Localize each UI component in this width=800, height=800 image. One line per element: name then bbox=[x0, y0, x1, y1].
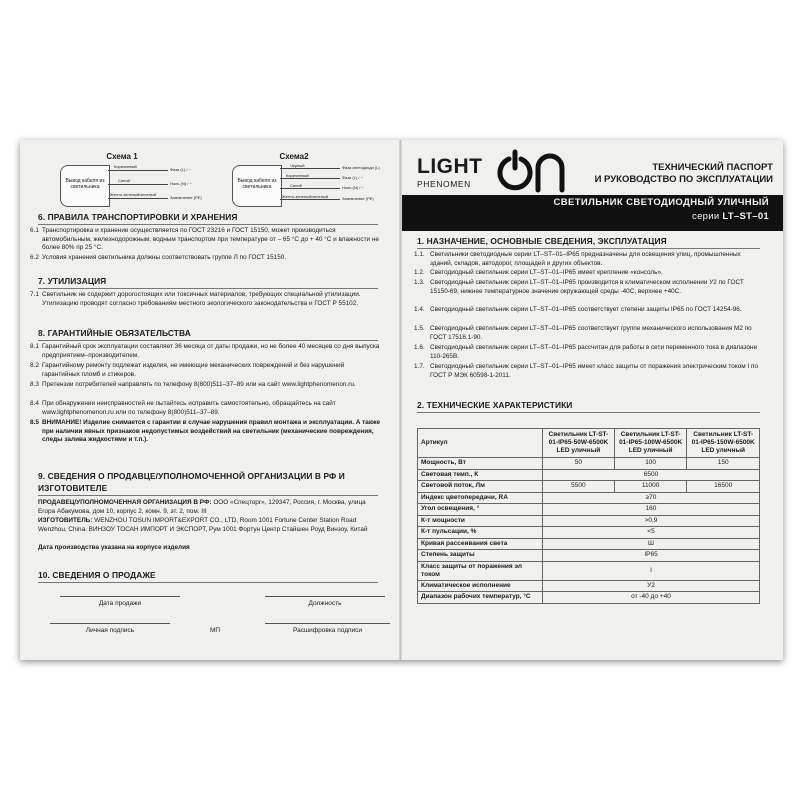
paragraph-text: Условия хранения светильника должны соответствовать группе Л по ГОСТ 15150. bbox=[42, 254, 287, 261]
paragraph-text: Гарантийному ремонту подлежат изделия, не имеющие механических повреждений и без нарушений гарантийных пломб и стикеров. bbox=[42, 362, 345, 378]
scheme-2-terminal: Заземление (PE) bbox=[342, 196, 374, 201]
table-row bbox=[418, 469, 760, 481]
paragraph-8-1 bbox=[30, 343, 382, 360]
paragraph-number: 1.3. bbox=[414, 279, 425, 286]
table-row-label: Класс защиты от поражения эл током bbox=[418, 561, 543, 580]
paragraph-number: 6.1 bbox=[30, 227, 39, 234]
seller-text: ООО «Спецторг», 129347, Россия, г. Москва, улица Егора Абакумова, дом 10, корпус 2, комн. 9, эт. 2, пом. III bbox=[38, 499, 366, 515]
table-cell: 50 bbox=[543, 458, 615, 470]
table-cell: от -40 до +40 bbox=[543, 592, 760, 604]
scheme-1-title: Схема 1 bbox=[106, 152, 138, 161]
scheme-1-wire bbox=[108, 184, 168, 185]
product-name: СВЕТИЛЬНИК СВЕТОДИОДНЫЙ УЛИЧНЫЙ bbox=[553, 197, 769, 208]
table-body bbox=[418, 458, 760, 604]
paragraph-number: 8.3 bbox=[30, 381, 39, 388]
sale-date-caption: Дата продажи bbox=[98, 600, 142, 607]
table-row-label: Световой поток, Лм bbox=[418, 481, 543, 493]
table-row-label: Диапазон рабочих температур, °С bbox=[418, 592, 543, 604]
paragraph-1-6 bbox=[414, 344, 762, 361]
scheme-2-cable bbox=[232, 165, 282, 207]
paragraph-text: Светодиодный светильник серии LT–ST–01–IP65 имеет крепление «консоль». bbox=[430, 269, 663, 276]
paragraph-number: 6.2 bbox=[30, 254, 39, 261]
section-1-heading: 1. НАЗНАЧЕНИЕ, ОСНОВНЫЕ СВЕДЕНИЯ, ЭКСПЛУАТАЦИЯ bbox=[417, 236, 667, 246]
signature-caption: Личная подпись bbox=[85, 627, 135, 634]
paragraph-6-2 bbox=[30, 254, 382, 263]
table-row bbox=[418, 592, 760, 604]
scheme-1-cable bbox=[60, 165, 110, 207]
manufacturer-label: ИЗГОТОВИТЕЛЬ: bbox=[38, 517, 93, 524]
table-row-label: Мощность, Вт bbox=[418, 458, 543, 470]
paragraph-8-2 bbox=[30, 362, 382, 379]
table-cell: ≥70 bbox=[543, 492, 760, 504]
position-line bbox=[265, 596, 385, 597]
section-6-heading: 6. ПРАВИЛА ТРАНСПОРТИРОВКИ И ХРАНЕНИЯ bbox=[38, 212, 238, 222]
scheme-2-wire-label: Синий bbox=[290, 183, 302, 188]
table-row-label: Климатическое исполнение bbox=[418, 580, 543, 592]
paragraph-8-3 bbox=[30, 381, 382, 390]
table-header-cell: Артикул bbox=[418, 429, 543, 458]
paragraph-8-5 bbox=[30, 419, 382, 445]
scheme-2-wire bbox=[280, 199, 340, 200]
logo-subtitle: PHENOMEN bbox=[417, 179, 471, 189]
table-cell: I bbox=[543, 561, 760, 580]
table-cell: 160 bbox=[543, 504, 760, 516]
table-cell: 5500 bbox=[543, 481, 615, 493]
product-series bbox=[692, 211, 769, 222]
table-row bbox=[418, 580, 760, 592]
logo-on-icon bbox=[492, 148, 582, 194]
table-row-label: Световая темп., К bbox=[418, 469, 543, 481]
scheme-2-wire-label: Черный bbox=[290, 163, 305, 168]
scheme-1-wire-label: Коричневый bbox=[114, 164, 137, 169]
signature-decoding-caption: Расшифровка подписи bbox=[292, 627, 363, 634]
scheme-2-cable-label: Вывод кабеля из светильника bbox=[237, 178, 277, 190]
scheme-2-terminal: Фаза светодиода (L) bbox=[342, 165, 380, 170]
scheme-2-wire-label: Коричневый bbox=[286, 173, 309, 178]
paragraph-text: Светодиодный светильник серии LT–ST–01–IP65 рассчитан для работы в сети переменного тока в диапазоне 110-265В. bbox=[430, 344, 758, 360]
paragraph-text: Претензии потребителей направлять по телефону 8(800)511–37–89 или на сайт www.lightphenomenon.ru. bbox=[42, 381, 356, 388]
scheme-1-wire-label: Желто-зеленый/зеленый bbox=[110, 192, 157, 197]
paragraph-number: 1.6. bbox=[414, 344, 425, 351]
section-divider bbox=[38, 288, 378, 289]
paragraph-text: ВНИМАНИЕ! Изделие снимается с гарантии в случае нарушения правил монтажа и эксплуатации. А также при наличии явных признаков недопустимых воздействий на светильник (механические повреждения, следы залива жидкостями и т.п.). bbox=[42, 419, 381, 443]
wiring-schemes bbox=[42, 152, 382, 210]
logo-wordmark: LIGHT bbox=[417, 155, 483, 178]
table-row bbox=[418, 561, 760, 580]
paragraph-number: 1.7. bbox=[414, 363, 425, 370]
table-row bbox=[418, 538, 760, 550]
paragraph-number: 8.5 bbox=[30, 419, 39, 426]
section-7-heading: 7. УТИЛИЗАЦИЯ bbox=[38, 276, 107, 286]
table-cell: 11000 bbox=[614, 481, 687, 493]
table-row bbox=[418, 550, 760, 562]
table-header-cell: Светильник LT-ST-01-IP65-100W-6500K LED уличный bbox=[614, 429, 687, 458]
paragraph-1-1 bbox=[414, 251, 762, 268]
paragraph-text: Гарантийный срок эксплуатации составляет 36 месяца от даты продажи, но не более 40 месяцев со дня выпуска предприятием–производителем. bbox=[42, 343, 380, 359]
signature-decoding-line bbox=[265, 623, 390, 624]
paragraph-text: Светодиодный светильник серии LT–ST–01–IP65 соответствует группе механического использования М2 по ГОСТ 17516.1-90. bbox=[430, 325, 752, 341]
paragraph-number: 7.1 bbox=[30, 291, 39, 298]
paragraph-number: 1.1. bbox=[414, 251, 425, 258]
position-caption: Должность bbox=[308, 600, 342, 607]
document-title bbox=[595, 162, 773, 186]
specifications-table bbox=[417, 428, 760, 604]
scheme-2-wire bbox=[280, 168, 340, 169]
paragraph-1-3 bbox=[414, 279, 762, 296]
table-row bbox=[418, 458, 760, 470]
table-row-label: К-т пульсации, % bbox=[418, 527, 543, 539]
scheme-2 bbox=[214, 152, 380, 210]
scheme-1-terminal: Заземление (PE) bbox=[170, 195, 202, 200]
table-cell: 6500 bbox=[543, 469, 760, 481]
table-cell: Ш bbox=[543, 538, 760, 550]
scheme-2-wire bbox=[280, 188, 340, 189]
section-divider bbox=[38, 340, 378, 341]
series-prefix: серии bbox=[692, 211, 723, 222]
stamp-place-caption: МП bbox=[209, 627, 221, 634]
scheme-1-wire bbox=[108, 170, 168, 171]
paragraph-text: Транспортировка и хранение осуществляется по ГОСТ 23216 и ГОСТ 15150, может производиться автомобильным, железнодорожным, водным транспортом при температуре от – 65 °С до + 40 °С и влажности не более 80% пр 25 °С. bbox=[42, 227, 379, 251]
sale-date-line bbox=[60, 596, 180, 597]
production-date-note: Дата производства указана на корпусе изделия bbox=[38, 544, 190, 551]
paragraph-number: 8.1 bbox=[30, 343, 39, 350]
table-row-label: Степень защиты bbox=[418, 550, 543, 562]
right-page bbox=[402, 140, 783, 660]
scheme-1-terminal: Ноль (N) / ~ bbox=[170, 181, 192, 186]
section-divider bbox=[38, 495, 378, 496]
section-10-heading: 10. СВЕДЕНИЯ О ПРОДАЖЕ bbox=[38, 570, 156, 580]
table-row-label: Кривая рассеивания света bbox=[418, 538, 543, 550]
table-cell: 150 bbox=[687, 458, 760, 470]
table-row bbox=[418, 515, 760, 527]
table-cell: 16500 bbox=[687, 481, 760, 493]
paragraph-number: 1.4. bbox=[414, 306, 425, 313]
series-code: LT–ST–01 bbox=[722, 211, 769, 222]
scheme-2-terminal: Ноль (N) / ~ bbox=[342, 185, 364, 190]
left-page bbox=[20, 140, 399, 660]
table-cell: У2 bbox=[543, 580, 760, 592]
seller-label: ПРОДАВЕЦ/УПОЛНОМОЧЕННАЯ ОРГАНИЗАЦИЯ В РФ: bbox=[38, 499, 212, 506]
paragraph-1-2 bbox=[414, 269, 762, 278]
table-cell: 100 bbox=[614, 458, 687, 470]
scheme-1 bbox=[42, 152, 202, 210]
document-title-line: ТЕХНИЧЕСКИЙ ПАСПОРТ bbox=[652, 162, 773, 173]
scheme-2-terminal: Фаза (L) / ~ bbox=[342, 175, 363, 180]
table-header-cell: Светильник LT-ST-01-IP65-150W-6500K LED уличный bbox=[687, 429, 760, 458]
table-cell: >0,9 bbox=[543, 515, 760, 527]
table-header-cell: Светильник LT-ST-01-IP65-50W-6500K LED уличный bbox=[543, 429, 615, 458]
paragraph-1-7 bbox=[414, 363, 762, 380]
paragraph-number: 8.4 bbox=[30, 400, 39, 407]
section-divider bbox=[417, 412, 760, 413]
table-header-row bbox=[418, 429, 760, 458]
table-row-label: Индекс цветопередачи, RA bbox=[418, 492, 543, 504]
paragraph-text: Светильник не содержит дорогостоящих или токсичных материалов, требующих специальной утилизации. Утилизацию проводят согласно требованиям местного экологического законодательства и ГОСТ Р 55102. bbox=[42, 291, 361, 307]
paragraph-number: 8.2 bbox=[30, 362, 39, 369]
scheme-1-wire-label: Синий bbox=[118, 178, 130, 183]
paragraph-number: 1.2. bbox=[414, 269, 425, 276]
section-9-heading: 9. СВЕДЕНИЯ О ПРОДАВЦЕ/УПОЛНОМОЧЕННОЙ ОРГАНИЗАЦИИ В РФ И ИЗГОТОВИТЕЛЕ bbox=[38, 471, 345, 493]
section-divider bbox=[38, 582, 378, 583]
scheme-1-terminal: Фаза (L) / ~ bbox=[170, 167, 191, 172]
table-row-label: К-т мощности bbox=[418, 515, 543, 527]
table-row-label: Угол освещения, ° bbox=[418, 504, 543, 516]
table-row bbox=[418, 481, 760, 493]
scheme-2-wire-label: Желто-зеленый/зеленый bbox=[282, 194, 329, 199]
seller-info bbox=[38, 499, 382, 516]
paragraph-text: Светильники светодиодные серии LT–ST–01–IP65 предназначены для освещения улиц, промышленных зданий, складов, автодорог, площадей и других объектов. bbox=[430, 251, 741, 267]
scheme-2-title: Схема2 bbox=[279, 152, 309, 161]
scheme-2-wire bbox=[280, 178, 340, 179]
paragraph-7-1 bbox=[30, 291, 382, 308]
table-row bbox=[418, 504, 760, 516]
section-divider bbox=[38, 224, 378, 225]
scheme-1-cable-label: Вывод кабеля из светильника bbox=[65, 178, 105, 190]
paragraph-number: 1.5. bbox=[414, 325, 425, 332]
section-divider bbox=[417, 248, 760, 249]
paragraph-text: При обнаружении неисправностей не пытайтесь исправить самостоятельно, обращайтесь на сайт www.lightphenomenon.ru или по телефону 8(800)511–37–89. bbox=[42, 400, 336, 416]
signature-line bbox=[50, 623, 170, 624]
manufacturer-info bbox=[38, 517, 382, 534]
paragraph-8-4 bbox=[30, 400, 382, 417]
paragraph-text: Светодиодный светильник серии LT–ST–01–IP65 имеет класс защиты от поражения электрическим током I по ГОСТ Р МЭК 60598-1-2011. bbox=[430, 363, 758, 379]
table-row bbox=[418, 527, 760, 539]
table-cell: <5 bbox=[543, 527, 760, 539]
paragraph-text: Светодиодный светильник серии LT–ST–01–IP65 соответствует степени защиты IP65 по ГОСТ 14254-96. bbox=[430, 306, 742, 313]
scheme-1-wire bbox=[108, 198, 168, 199]
section-2-heading: 2. ТЕХНИЧЕСКИЕ ХАРАКТЕРИСТИКИ bbox=[417, 400, 573, 410]
table-row bbox=[418, 492, 760, 504]
passport-sheet bbox=[20, 140, 783, 660]
table-cell: IP65 bbox=[543, 550, 760, 562]
document-title-line: И РУКОВОДСТВО ПО ЭКСПЛУАТАЦИИ bbox=[594, 174, 773, 185]
paragraph-text: Светодиодный светильник серии LT–ST–01–IP65 производится в климатическом исполнении У2 по ГОСТ 15150-69, нижнее температурное значение окружающей среды -40С, верхнее +40С. bbox=[430, 279, 744, 295]
paragraph-1-5 bbox=[414, 325, 762, 342]
paragraph-6-1 bbox=[30, 227, 382, 253]
section-8-heading: 8. ГАРАНТИЙНЫЕ ОБЯЗАТЕЛЬСТВА bbox=[38, 328, 191, 338]
manufacturer-text: WENZHOU TOSUN IMPORT&EXPORT CO., LTD, Room 1001 Fortune Center Station Road Wenzhou, China. ВИНЗОУ ТОСАН ИМПОРТ И ЭКСПОРТ, Рум 1001 Фортун Центр Стайшен Роуд Винзоу, Китай bbox=[38, 517, 368, 533]
paragraph-1-4 bbox=[414, 306, 762, 315]
